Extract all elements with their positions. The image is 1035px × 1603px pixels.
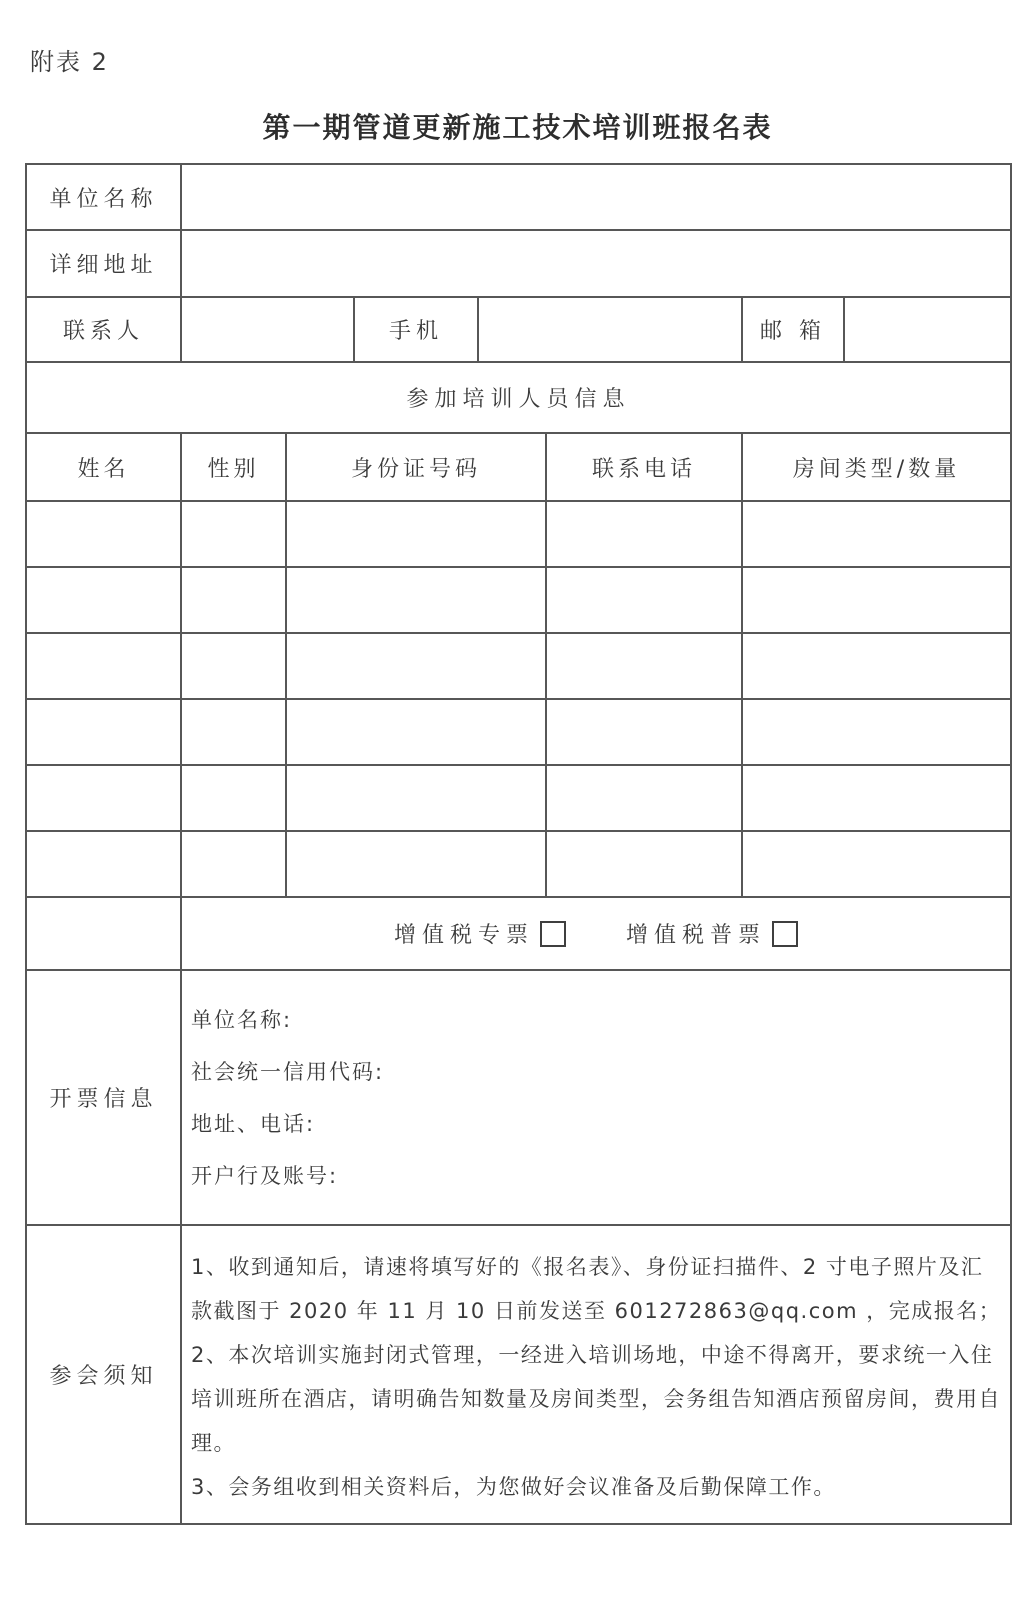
address-field[interactable] [181, 230, 1011, 297]
participant-id-number-cell[interactable] [286, 567, 546, 633]
invoice-line-bank-account: 开户行及账号: [191, 1163, 339, 1188]
participant-id-number-cell[interactable] [286, 633, 546, 699]
registration-form-table [25, 163, 1012, 1525]
notes-item-2: 2、本次培训实施封闭式管理，一经进入培训场地，中途不得离开，要求统一入住培训班所在酒店，请明确告知数量及房间类型，会务组告知酒店预留房间，费用自理。 [191, 1342, 1001, 1455]
participant-room-type-cell[interactable] [742, 633, 1011, 699]
notes-item-1: 1、收到通知后，请速将填写好的《报名表》、身份证扫描件、2 寸电子照片及汇款截图于 2020 年 11 月 10 日前发送至 601272863@qq.com ，完成报名； [191, 1254, 1002, 1323]
participant-phone-cell[interactable] [546, 501, 742, 567]
header-gender: 性别 [181, 433, 286, 501]
contact-row [26, 297, 1011, 362]
participant-row [26, 765, 1011, 831]
notes-row [26, 1225, 1011, 1524]
participant-name-cell[interactable] [26, 831, 181, 897]
participants-header-row [26, 433, 1011, 501]
participant-id-number-cell[interactable] [286, 765, 546, 831]
participant-id-number-cell[interactable] [286, 501, 546, 567]
form-title: 第一期管道更新施工技术培训班报名表 [262, 111, 773, 144]
participant-id-number-cell[interactable] [286, 831, 546, 897]
header-phone: 联系电话 [546, 433, 742, 501]
participant-room-type-cell[interactable] [742, 699, 1011, 765]
vat-general-checkbox[interactable] [772, 921, 798, 947]
appendix-label: 附表 2 [30, 48, 109, 76]
notes-label: 参会须知 [26, 1225, 181, 1524]
header-room-type: 房间类型/数量 [742, 433, 1011, 501]
participant-row [26, 501, 1011, 567]
invoice-line-credit-code: 社会统一信用代码: [191, 1059, 385, 1084]
participant-row [26, 567, 1011, 633]
header-id-number: 身份证号码 [286, 433, 546, 501]
unit-name-row [26, 164, 1011, 230]
header-name: 姓名 [26, 433, 181, 501]
participant-rows [26, 501, 1011, 897]
participant-phone-cell[interactable] [546, 831, 742, 897]
mobile-field[interactable] [478, 297, 742, 362]
participant-name-cell[interactable] [26, 633, 181, 699]
participant-gender-cell[interactable] [181, 501, 286, 567]
participant-row [26, 831, 1011, 897]
participant-room-type-cell[interactable] [742, 501, 1011, 567]
participant-name-cell[interactable] [26, 567, 181, 633]
mobile-label: 手机 [354, 297, 478, 362]
participant-gender-cell[interactable] [181, 831, 286, 897]
vat-invoice-type-cell [181, 897, 1011, 970]
vat-general-label: 增值税普票 [626, 923, 767, 948]
address-row [26, 230, 1011, 297]
participant-phone-cell[interactable] [546, 633, 742, 699]
participant-row [26, 699, 1011, 765]
invoice-info-label: 开票信息 [26, 970, 181, 1225]
participant-phone-cell[interactable] [546, 699, 742, 765]
address-label: 详细地址 [26, 230, 181, 297]
participant-gender-cell[interactable] [181, 633, 286, 699]
vat-invoice-type-row [26, 897, 1011, 970]
participant-row [26, 633, 1011, 699]
participants-section-title: 参加培训人员信息 [26, 362, 1011, 433]
vat-special-checkbox[interactable] [540, 921, 566, 947]
invoice-line-unit-name: 单位名称: [191, 1007, 293, 1032]
participant-id-number-cell[interactable] [286, 699, 546, 765]
notes-content-cell [181, 1225, 1011, 1524]
invoice-info-field[interactable] [181, 970, 1011, 1225]
email-field[interactable] [844, 297, 1011, 362]
email-label: 邮 箱 [742, 297, 844, 362]
participant-room-type-cell[interactable] [742, 567, 1011, 633]
participant-gender-cell[interactable] [181, 567, 286, 633]
participant-name-cell[interactable] [26, 699, 181, 765]
participants-section-row [26, 362, 1011, 433]
participant-phone-cell[interactable] [546, 567, 742, 633]
participant-gender-cell[interactable] [181, 765, 286, 831]
vat-general-group [626, 918, 798, 949]
participant-gender-cell[interactable] [181, 699, 286, 765]
vat-row-spacer-cell [26, 897, 181, 970]
unit-name-label: 单位名称 [26, 164, 181, 230]
participant-name-cell[interactable] [26, 765, 181, 831]
participant-room-type-cell[interactable] [742, 831, 1011, 897]
vat-special-label: 增值税专票 [394, 923, 535, 948]
invoice-line-address-phone: 地址、电话: [191, 1111, 316, 1136]
unit-name-field[interactable] [181, 164, 1011, 230]
invoice-info-row [26, 970, 1011, 1225]
contact-name-field[interactable] [181, 297, 354, 362]
vat-special-group [394, 918, 566, 949]
participant-phone-cell[interactable] [546, 765, 742, 831]
participant-room-type-cell[interactable] [742, 765, 1011, 831]
notes-item-3: 3、会务组收到相关资料后，为您做好会议准备及后勤保障工作。 [191, 1474, 836, 1499]
participant-name-cell[interactable] [26, 501, 181, 567]
contact-label: 联系人 [26, 297, 181, 362]
